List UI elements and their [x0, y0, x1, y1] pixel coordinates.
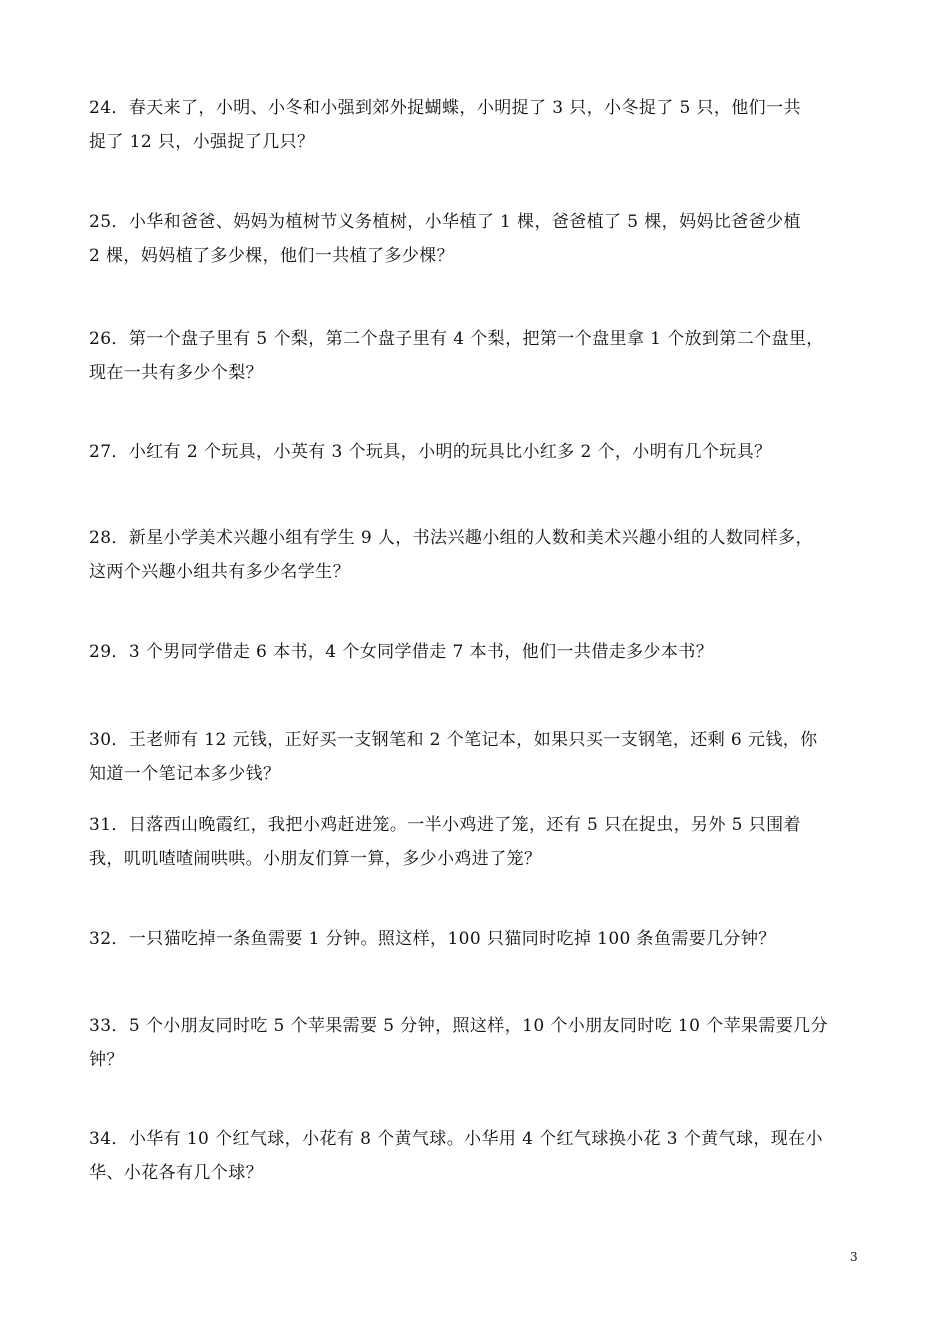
problem-33-line-2: 钟？: [89, 1050, 124, 1070]
problem-26-line-2: 现在一共有多少个梨？: [89, 363, 263, 383]
problem-34: [89, 1122, 864, 1190]
problem-29-line-1: 29．3 个男同学借走 6 本书，4 个女同学借走 7 本书，他们一共借走多少本书？: [89, 642, 714, 662]
problem-28: [89, 521, 864, 589]
problem-34-line-2: 华、小花各有几个球？: [89, 1163, 263, 1183]
problem-33: [89, 1009, 864, 1077]
problem-31: [89, 808, 864, 876]
problem-26: [89, 322, 864, 390]
problem-27-line-1: 27．小红有 2 个玩具，小英有 3 个玩具，小明的玩具比小红多 2 个，小明有几个玩具？: [89, 442, 772, 462]
problem-33-line-1: 33．5 个小朋友同时吃 5 个苹果需要 5 分钟，照这样，10 个小朋友同时吃 10 个苹果需要几分: [89, 1016, 828, 1036]
problem-34-line-1: 34．小华有 10 个红气球，小花有 8 个黄气球。小华用 4 个红气球换小花 3 个黄气球，现在小: [89, 1129, 823, 1149]
problem-25-line-1: 25．小华和爸爸、妈妈为植树节义务植树，小华植了 1 棵，爸爸植了 5 棵，妈妈比爸爸少植: [89, 212, 801, 232]
problem-28-line-1: 28．新星小学美术兴趣小组有学生 9 人，书法兴趣小组的人数和美术兴趣小组的人数同样多，: [89, 528, 813, 548]
problem-30-line-2: 知道一个笔记本多少钱？: [89, 764, 281, 784]
problem-24-line-2: 捉了 12 只，小强捉了几只？: [89, 132, 315, 152]
problem-29: [89, 635, 864, 669]
problem-32: [89, 922, 864, 956]
problem-30-line-1: 30．王老师有 12 元钱，正好买一支钢笔和 2 个笔记本，如果只买一支钢笔，还剩 6 元钱，你: [89, 730, 818, 750]
problem-24-line-1: 24．春天来了，小明、小冬和小强到郊外捉蝴蝶，小明捉了 3 只，小冬捉了 5 只，他们一共: [89, 98, 801, 118]
problem-27: [89, 435, 864, 469]
problem-31-line-2: 我，叽叽喳喳闹哄哄。小朋友们算一算，多少小鸡进了笼？: [89, 849, 542, 869]
problem-32-line-1: 32．一只猫吃掉一条鱼需要 1 分钟。照这样，100 只猫同时吃掉 100 条鱼需要几分钟？: [89, 929, 776, 949]
page-number: 3: [850, 1250, 858, 1264]
problem-25-line-2: 2 棵，妈妈植了多少棵，他们一共植了多少棵？: [89, 246, 455, 266]
problem-26-line-1: 26．第一个盘子里有 5 个梨，第二个盘子里有 4 个梨，把第一个盘里拿 1 个放到第二个盘里，: [89, 329, 824, 349]
problem-30: [89, 723, 864, 791]
problem-24: [89, 91, 864, 159]
problem-31-line-1: 31．日落西山晚霞红，我把小鸡赶进笼。一半小鸡进了笼，还有 5 只在捉虫，另外 5 只围着: [89, 815, 801, 835]
problem-25: [89, 205, 864, 273]
problem-28-line-2: 这两个兴趣小组共有多少名学生？: [89, 562, 350, 582]
